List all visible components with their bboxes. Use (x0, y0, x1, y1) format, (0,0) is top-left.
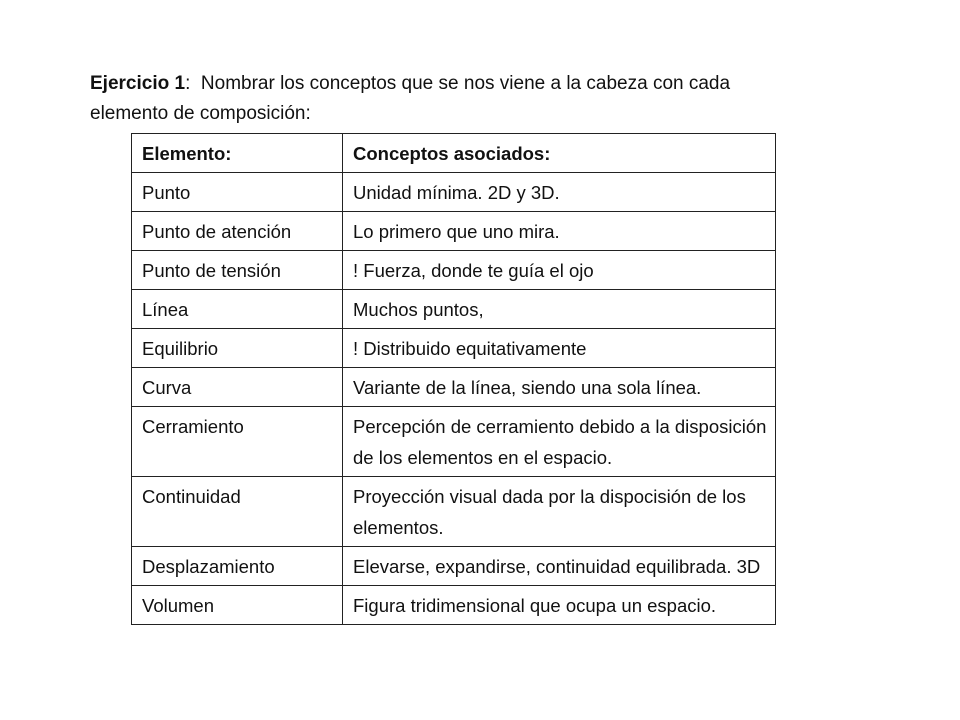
concept-cell: Elevarse, expandirse, continuidad equilibrada. 3D (343, 547, 776, 586)
table-row (132, 547, 776, 586)
concept-cell: Proyección visual dada por la dispocisión de los elementos. (343, 477, 776, 547)
header-element: Elemento: (132, 134, 343, 173)
table-row (132, 368, 776, 407)
table-row (132, 407, 776, 477)
exercise-instruction: Nombrar los conceptos que se nos viene a la cabeza con cada elemento de composición: (90, 73, 731, 124)
exercise-label: Ejercicio 1 (90, 73, 186, 94)
table-row (132, 212, 776, 251)
exercise-colon: : (185, 73, 191, 94)
element-cell: Punto de atención (132, 212, 343, 251)
element-cell: Punto (132, 173, 343, 212)
concept-cell: Unidad mínima. 2D y 3D. (343, 173, 776, 212)
concept-cell: ! Distribuido equitativamente (343, 329, 776, 368)
table-row (132, 251, 776, 290)
element-cell: Curva (132, 368, 343, 407)
table-row (132, 329, 776, 368)
element-cell: Desplazamiento (132, 547, 343, 586)
element-cell: Volumen (132, 586, 343, 625)
concept-cell: Figura tridimensional que ocupa un espacio. (343, 586, 776, 625)
element-cell: Equilibrio (132, 329, 343, 368)
table-row (132, 290, 776, 329)
concept-cell: ! Fuerza, donde te guía el ojo (343, 251, 776, 290)
concept-cell: Lo primero que uno mira. (343, 212, 776, 251)
element-cell: Punto de tensión (132, 251, 343, 290)
table-row (132, 586, 776, 625)
exercise-intro (90, 69, 790, 129)
concepts-table (131, 133, 776, 625)
element-cell: Cerramiento (132, 407, 343, 477)
concept-cell: Muchos puntos, (343, 290, 776, 329)
element-cell: Continuidad (132, 477, 343, 547)
concepts-table-wrapper (131, 133, 775, 625)
concept-cell: Percepción de cerramiento debido a la disposición de los elementos en el espacio. (343, 407, 776, 477)
table-header-row (132, 134, 776, 173)
concept-cell: Variante de la línea, siendo una sola línea. (343, 368, 776, 407)
table-row (132, 173, 776, 212)
header-concepts: Conceptos asociados: (343, 134, 776, 173)
element-cell: Línea (132, 290, 343, 329)
table-row (132, 477, 776, 547)
